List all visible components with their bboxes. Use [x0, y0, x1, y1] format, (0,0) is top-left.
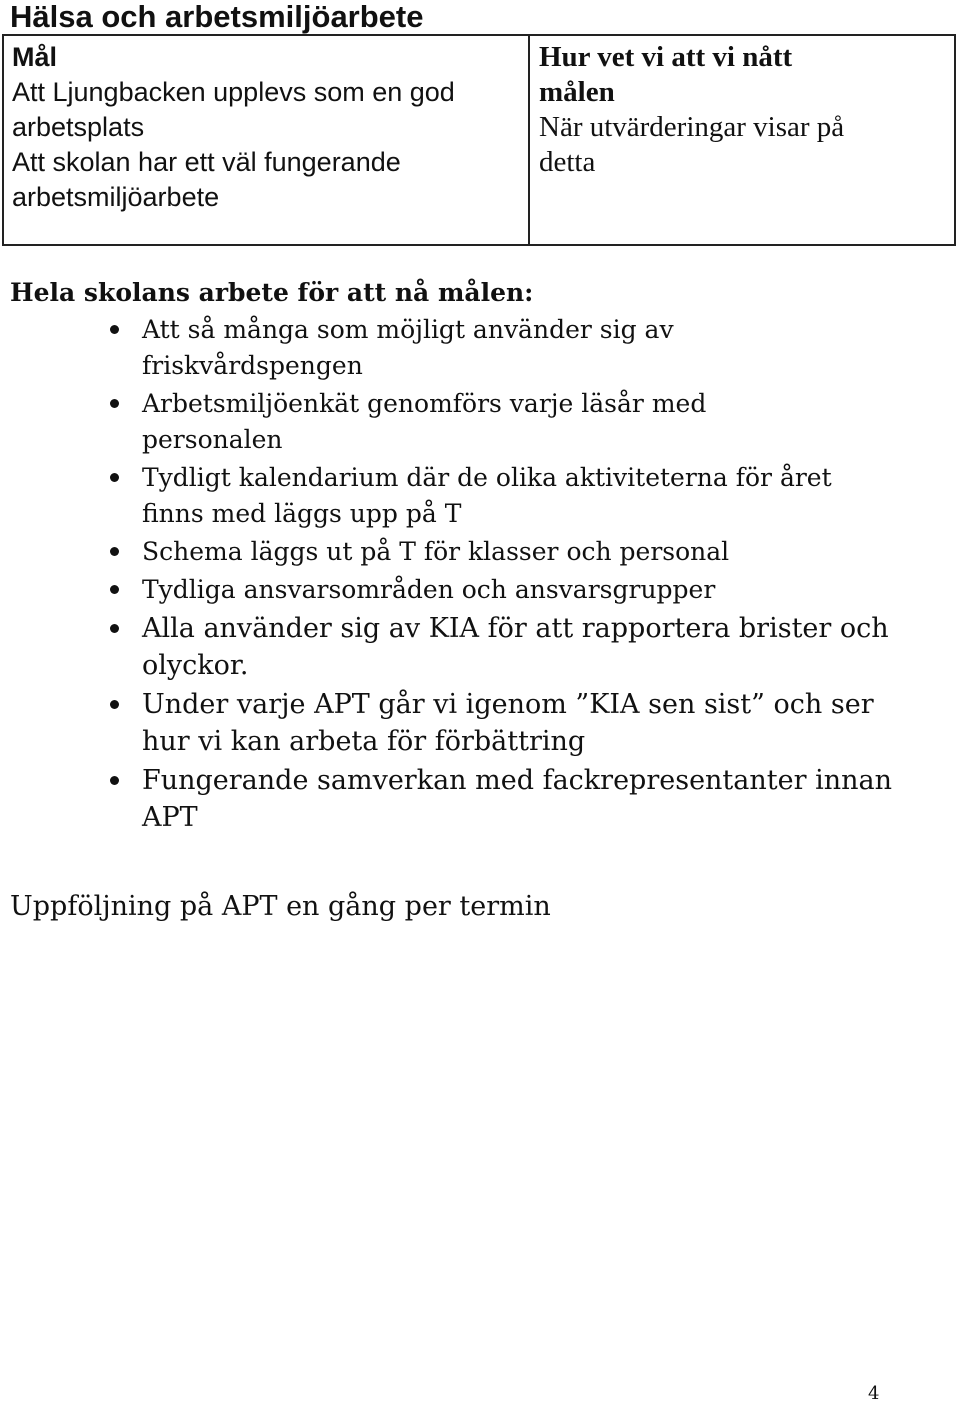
work-item-line: olyckor. [142, 650, 249, 681]
work-item [0, 460, 900, 532]
work-item [0, 762, 900, 836]
work-item-line: friskvårdspengen [142, 351, 363, 380]
work-item-line: Alla använder sig av KIA för att rapportera brister och [142, 613, 889, 644]
work-item-line: APT [142, 802, 198, 833]
bullet-icon [110, 547, 119, 556]
work-item-line: Arbetsmiljöenkät genomförs varje läsår med [142, 389, 707, 418]
work-item [0, 686, 900, 760]
work-heading: Hela skolans arbete för att nå målen: [10, 278, 534, 307]
bullet-icon [110, 585, 119, 594]
goal-line: Att Ljungbacken upplevs som en god [12, 77, 455, 107]
work-item-line: Under varje APT går vi igenom ”KIA sen sist” och ser [142, 689, 874, 720]
bullet-icon [110, 624, 119, 633]
evaluation-heading-line: målen [539, 76, 615, 108]
work-item-line: Tydligt kalendarium där de olika aktiviteterna för året [142, 463, 832, 492]
work-item-line: finns med läggs upp på T [142, 499, 462, 528]
followup-text: Uppföljning på APT en gång per termin [10, 891, 551, 922]
bullet-icon [110, 399, 119, 408]
evaluation-line: detta [539, 146, 596, 178]
bullet-icon [110, 700, 119, 709]
work-item [0, 534, 900, 570]
goals-table [2, 34, 956, 246]
goals-heading: Mål [12, 42, 58, 72]
goal-line: Att skolan har ett väl fungerande [12, 147, 401, 177]
work-item-line: Tydliga ansvarsområden och ansvarsgrupper [142, 575, 716, 604]
goals-cell [4, 36, 530, 244]
work-item-line: Schema läggs ut på T för klasser och personal [142, 537, 730, 566]
bullet-icon [110, 776, 119, 785]
goal-line: arbetsmiljöarbete [12, 182, 220, 212]
bullet-icon [110, 473, 119, 482]
work-item-line: Fungerande samverkan med fackrepresentanter innan [142, 765, 892, 796]
evaluation-cell [530, 36, 954, 244]
bullet-icon [110, 325, 119, 334]
work-item [0, 610, 900, 684]
page-number: 4 [868, 1383, 880, 1404]
work-item-line: Att så många som möjligt använder sig av [142, 315, 674, 344]
work-list [0, 312, 900, 838]
goal-line: arbetsplats [12, 112, 145, 142]
work-item-line: hur vi kan arbeta för förbättring [142, 726, 586, 757]
evaluation-line: När utvärderingar visar på [539, 111, 845, 143]
evaluation-heading-line: Hur vet vi att vi nått [539, 41, 793, 73]
work-item [0, 386, 900, 458]
work-item [0, 572, 900, 608]
work-item [0, 312, 900, 384]
work-item-line: personalen [142, 425, 283, 454]
page-title: Hälsa och arbetsmiljöarbete [10, 0, 424, 34]
